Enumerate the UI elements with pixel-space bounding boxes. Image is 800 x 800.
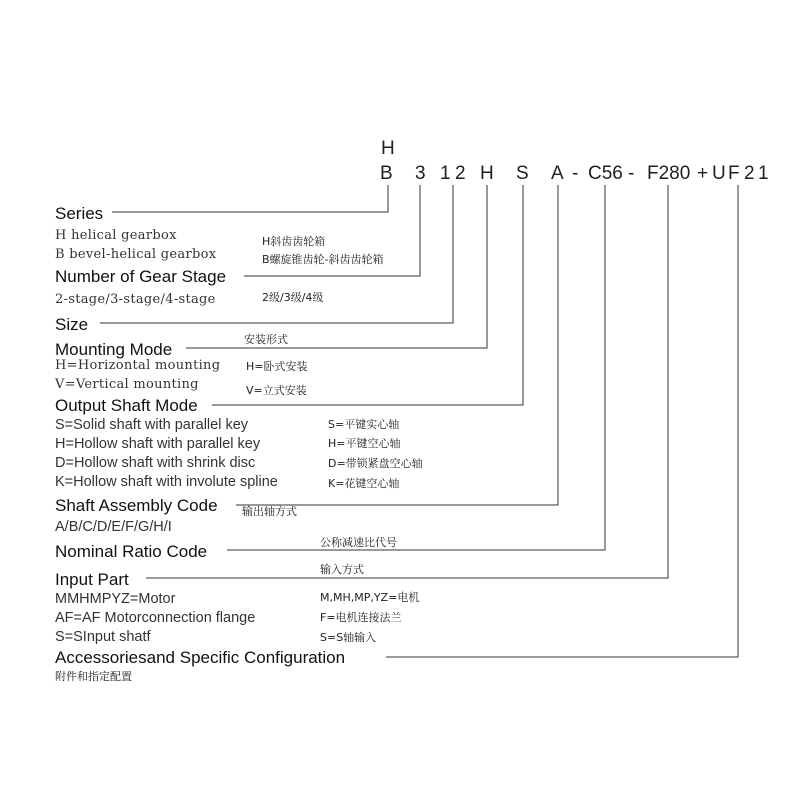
output-shaft-cn-d: D=带锁紧盘空心轴 (328, 457, 423, 470)
code-plus: + (697, 163, 709, 184)
accessories-connector (386, 185, 738, 657)
gear-stage-title: Number of Gear Stage (55, 267, 227, 286)
code-stage-digit: 3 (415, 163, 426, 184)
mounting-item-v: V=Vertical mounting (55, 377, 199, 392)
code-dash-1: - (572, 163, 579, 184)
accessories-cn-title: 附件和指定配置 (55, 670, 132, 683)
series-connector (112, 185, 388, 212)
code-top-letter: H (381, 138, 395, 159)
assembly-item: A/B/C/D/E/F/G/H/I (55, 519, 172, 535)
series-title: Series (55, 204, 104, 223)
code-mounting-letter: H (480, 163, 494, 184)
code-series-letter: B (380, 163, 393, 184)
output-shaft-item-s: S=Solid shaft with parallel key (55, 417, 249, 433)
input-part-item-shaft: S=SInput shatf (55, 629, 151, 645)
mounting-title: Mounting Mode (55, 340, 173, 359)
input-part-cn-shaft: S=S轴输入 (320, 631, 377, 644)
input-part-item-motor: MMHMPYZ=Motor (55, 591, 176, 607)
code-ratio-value: C56 (588, 163, 623, 184)
code-size-digit-1: 1 (440, 163, 451, 184)
input-part-title: Input Part (55, 570, 129, 589)
input-part-connector (146, 185, 668, 578)
output-shaft-cn-s: S=平键实心轴 (328, 418, 400, 431)
series-cn-b: B螺旋锥齿轮-斜齿齿轮箱 (262, 253, 384, 266)
assembly-title: Shaft Assembly Code (55, 496, 218, 515)
code-accessory-2: 2 (744, 163, 755, 184)
series-cn-h: H斜齿齿轮箱 (262, 235, 326, 248)
output-shaft-item-h: H=Hollow shaft with parallel key (55, 436, 261, 452)
code-size-digit-2: 2 (455, 163, 466, 184)
output-shaft-item-d: D=Hollow shaft with shrink disc (55, 455, 256, 471)
input-part-cn-title: 输入方式 (320, 563, 364, 576)
gear-stage-item: 2-stage/3-stage/4-stage (55, 292, 216, 307)
code-dash-2: - (628, 163, 635, 184)
size-title: Size (55, 315, 89, 334)
series-item-b: B bevel-helical gearbox (55, 247, 217, 262)
series-item-h: H helical gearbox (55, 228, 177, 243)
input-part-cn-motor: M,MH,MP,YZ=电机 (320, 591, 420, 604)
code-input-value: F280 (647, 163, 691, 184)
input-part-item-flange: AF=AF Motorconnection flange (55, 610, 256, 626)
output-shaft-item-k: K=Hollow shaft with involute spline (55, 474, 278, 490)
output-shaft-title: Output Shaft Mode (55, 396, 198, 415)
code-accessory-1: 1 (758, 163, 769, 184)
mounting-cn-h: H=卧式安装 (246, 360, 308, 373)
ratio-cn-title: 公称减速比代号 (320, 536, 397, 549)
mounting-cn-v: V=立式安装 (246, 384, 307, 397)
output-shaft-cn-h: H=平键空心轴 (328, 437, 401, 450)
input-part-cn-flange: F=电机连接法兰 (320, 611, 402, 624)
accessories-title: Accessoriesand Specific Configuration (55, 648, 346, 667)
code-accessory-f: F (728, 163, 740, 184)
code-output-shaft-letter: S (516, 163, 529, 184)
output-shaft-cn-k: K=花键空心轴 (328, 477, 400, 490)
code-assembly-letter: A (551, 163, 564, 184)
mounting-cn-title: 安装形式 (244, 333, 288, 346)
assembly-cn-title: 输出轴方式 (242, 505, 297, 518)
mounting-item-h: H=Horizontal mounting (55, 358, 221, 373)
code-accessory-u: U (712, 163, 726, 184)
gear-stage-cn: 2级/3级/4级 (262, 291, 324, 304)
ratio-title: Nominal Ratio Code (55, 542, 208, 561)
mounting-connector (186, 185, 487, 348)
